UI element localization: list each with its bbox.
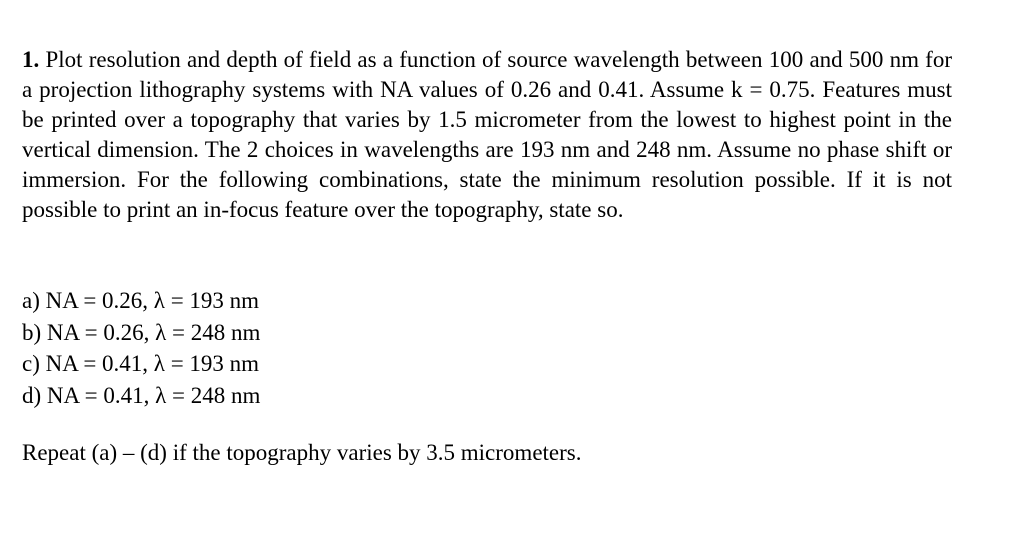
problem-text: Plot resolution and depth of field as a function of source wavelength between 100 and 500 nm for a projection lithography systems with NA values of 0.26 and 0.41. Assume k = 0.75. Features must be printed over a topography that varies by 1.5 micrometer from the lowest to highest point in the vertical dimension. The 2 choices in wavelengths are 193 nm and 248 nm. Assume no phase shift or immersion. For the following combinations, state the minimum resolution possible. If it is not possible to print an in-focus feature over the topography, state so. — [22, 47, 952, 222]
list-item-c: c) NA = 0.41, λ = 193 nm — [22, 351, 260, 376]
list-item-b: b) NA = 0.26, λ = 248 nm — [22, 319, 261, 345]
list-item-a: a) NA = 0.26, λ = 193 nm — [22, 288, 260, 313]
repeat-instruction: Repeat (a) – (d) if the topography varies by 3.5 micrometers. — [22, 440, 582, 465]
problem-number: 1. — [22, 47, 40, 72]
problem-statement — [22, 45, 952, 225]
combination-list — [22, 285, 260, 411]
list-item-d: d) NA = 0.41, λ = 248 nm — [22, 382, 261, 408]
